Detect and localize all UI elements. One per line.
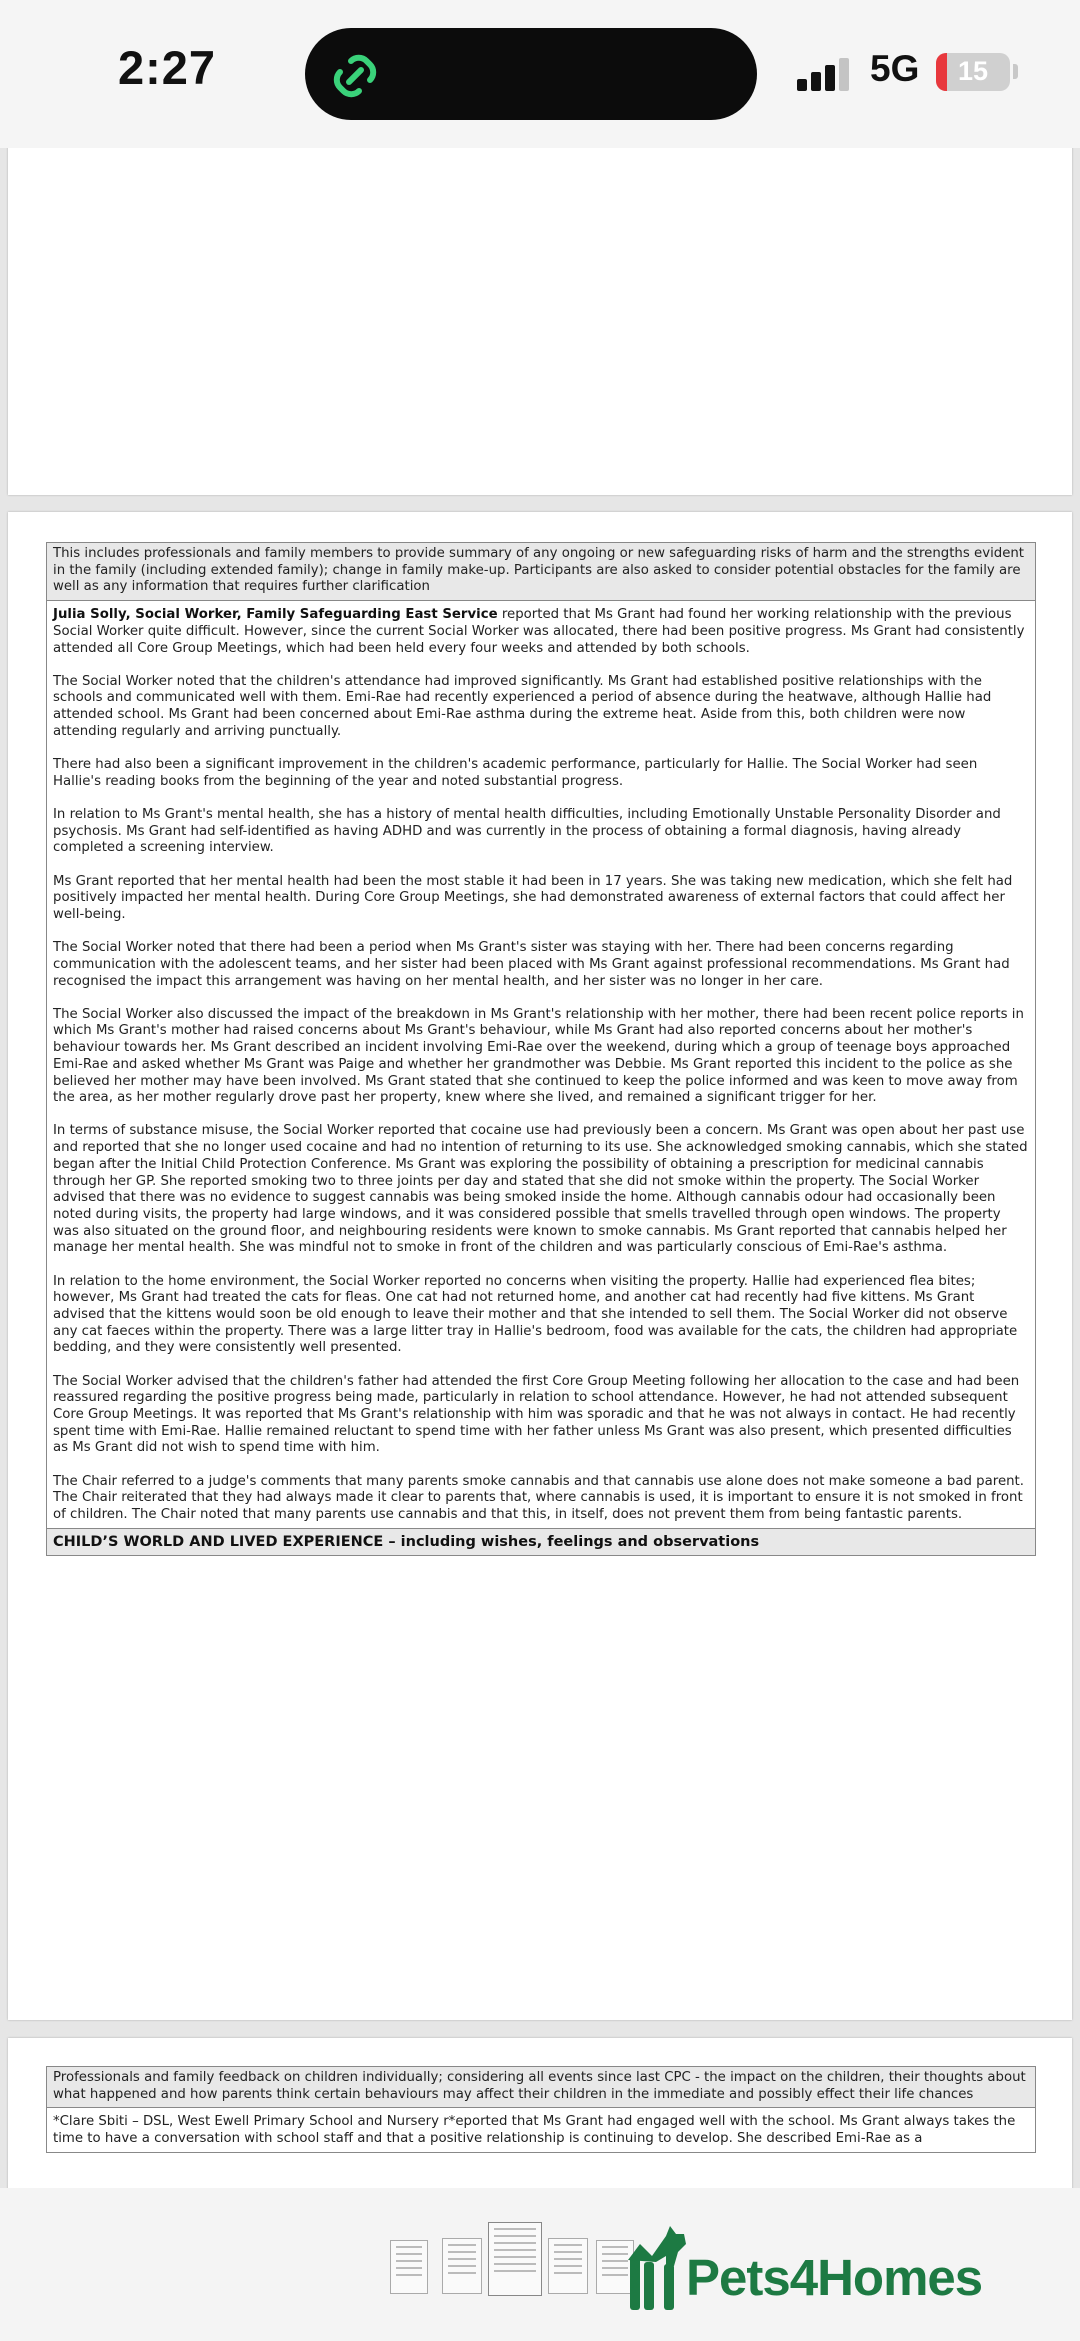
paragraph-text: The Social Worker advised that the children's father had attended the first Core Group Meeting following her allocation to the case and had been reassured regarding the positive progress being made, particularly in relation to school attendance. However, he had not attended subsequent Core Group Meetings. It was reported that Ms Grant's relationship with him was sporadic and that he was not always in contact. He had recently spent time with Emi-Rae. Hallie remained reluctant to spend time with her father unless Ms Grant was also present, which presented difficulties as Ms Grant did not wish to spend time with him. bbox=[53, 1373, 1020, 1456]
paragraph-text: There had also been a significant improvement in the children's academic performance, particularly for Hallie. The Social Worker had seen Hallie's reading books from the beginning of the year and noted substantial progress. bbox=[53, 757, 978, 789]
battery-icon bbox=[936, 53, 1010, 91]
speaker-name: Julia Solly, Social Worker, Family Safeguarding East Service bbox=[53, 607, 498, 623]
status-bar bbox=[0, 0, 1080, 148]
report-paragraph bbox=[53, 1474, 1029, 1524]
clock-time: 2:27 bbox=[118, 41, 217, 94]
paragraph-text: Ms Grant reported that her mental health had been the most stable it had been in 17 years. She was taking new medication, which she felt had positively impacted her mental health. During Core Group Meetings, she had demonstrated awareness of external factors that could affect her well-being. bbox=[53, 873, 1013, 922]
cellular-signal-icon bbox=[797, 57, 853, 91]
dynamic-island[interactable] bbox=[305, 28, 757, 120]
feedback-paragraph: *Clare Sbiti – DSL, West Ewell Primary School and Nursery r*eported that Ms Grant had engaged well with the school. Ms Grant always takes the time to have a conversation with school staff and that a positive relationship is continuing to develop. She described Emi-Rae as a bbox=[53, 2114, 1016, 2147]
report-paragraph bbox=[53, 1274, 1029, 1358]
paragraph-text: The Chair referred to a judge's comments that many parents smoke cannabis and that cannabis use alone does not make someone a bad parent. The Chair reiterated that they had always made it clear to parents that, where cannabis is used, it is important to ensure it is not smoked in front of children. The Chair noted that many parents use cannabis and that this, in itself, does not prevent them from being fantastic parents. bbox=[53, 1473, 1024, 1523]
report-paragraph bbox=[53, 607, 1029, 657]
report-paragraph bbox=[53, 757, 1029, 790]
report-paragraph bbox=[53, 674, 1029, 741]
report-paragraph bbox=[53, 1123, 1029, 1257]
feedback-section-box bbox=[46, 2066, 1036, 2153]
paragraph-text: In relation to the home environment, the Social Worker reported no concerns when visiting the property. Hallie had experienced flea bites; however, Ms Grant had treated the cats for fleas. One cat had not returned home, and another cat had recently had five kittens. Ms Grant advised that the kittens would soon be old enough to leave their mother and that she intended to sell them. The Social Worker did not observe any cat faeces within the property. There was a large litter tray in Hallie's bedroom, food was available for the cats, the children had appropriate bedding, and they were consistently well presented. bbox=[53, 1273, 1018, 1356]
report-paragraph bbox=[53, 874, 1029, 924]
signal-bar bbox=[825, 65, 835, 91]
signal-bar bbox=[811, 72, 821, 91]
document-page-blank bbox=[8, 148, 1072, 495]
paragraph-text: reported that Ms Grant had found her working relationship with the previous Social Worker quite difficult. However, since the current Social Worker was allocated, there had been positive progress. Ms Grant had consistently attended all Core Group Meetings, which had been held every four weeks and attended by both schools. bbox=[53, 607, 1025, 656]
paragraph-text: In relation to Ms Grant's mental health, she has a history of mental health difficulties, including Emotionally Unstable Personality Disorder and psychosis. Ms Grant had self-identified as having ADHD and was currently in the process of obtaining a formal diagnosis, having already completed a screening interview. bbox=[53, 806, 1001, 856]
battery-percent: 15 bbox=[957, 56, 989, 86]
paragraph-text: The Social Worker noted that there had been a period when Ms Grant's sister was staying with her. There had been concerns regarding communication with the adolescent teams, and her sister had been placed with Ms Grant against professional recommendations. Ms Grant had recognised the impact this arrangement was having on her mental health, and her sister was no longer in her care. bbox=[53, 940, 1010, 989]
document-page-report bbox=[8, 512, 1072, 2020]
battery-cap bbox=[1013, 64, 1018, 79]
paragraph-text: The Social Worker noted that the children's attendance had improved significantly. Ms Grant had established positive relationships with the schools and communicated well with them. Emi-Rae had recently experienced a period of absence during the heatwave, although Hallie had attended school. Ms Grant had been concerned about Emi-Rae asthma during the extreme heat. Aside from this, both children were now attending regularly and arriving punctually. bbox=[53, 673, 992, 739]
dog-cat-logo-icon bbox=[626, 2226, 690, 2312]
pets4homes-logo bbox=[626, 2226, 1006, 2316]
report-paragraph bbox=[53, 1007, 1029, 1107]
paragraph-text: In terms of substance misuse, the Social Worker reported that cocaine use had previously been a concern. Ms Grant was open about her past use and reported that she no longer used cocaine and had no intention of returning to its use. She acknowledged smoking cannabis, which she stated began after the Initial Child Protection Conference. Ms Grant was exploring the possibility of obtaining a prescription for medicinal cannabis through her GP. She reported smoking two to three joints per day and stated that she did not smoke within the property. The Social Worker advised that there was no evidence to suggest cannabis was being smoked inside the home. Although cannabis odour had occasionally been noted during visits, the property had large windows, and it was considered possible that smells travelled through open windows. The property was also situated on the ground floor, and neighbouring residents were known to smoke cannabis. Ms Grant reported that cannabis helped her manage her mental health. She was mindful not to smoke in front of the children and was particularly conscious of Emi-Rae's asthma. bbox=[53, 1123, 1028, 1256]
link-chain-icon bbox=[327, 48, 383, 104]
feedback-intro: Professionals and family feedback on children individually; considering all events since last CPC - the impact on the children, their thoughts about what happened and how parents think certain behaviours may affect their children in the immediate and possibly effect their life chances bbox=[47, 2067, 1035, 2108]
document-viewer[interactable] bbox=[0, 148, 1080, 2188]
paragraph-text: The Social Worker also discussed the impact of the breakdown in Ms Grant's relationship with her mother, there had been recent police reports in which Ms Grant's mother had raised concerns about Ms Grant's behaviour, while Ms Grant had also reported concerns about her mother's behaviour towards her. Ms Grant described an incident involving Emi-Rae over the weekend, during which a group of teenage boys approached Emi-Rae and asked whether Ms Grant was Paige and whether her grandmother was Debbie. Ms Grant reported this incident to the police as she believed her mother may have been involved. Ms Grant stated that she continued to keep the police informed and was keen to move away from the area, as her mother regularly drove past her property, knew where she lived, and remained a significant trigger for her. bbox=[53, 1006, 1024, 1106]
report-paragraph bbox=[53, 1374, 1029, 1458]
section-intro: This includes professionals and family members to provide summary of any ongoing or new safeguarding risks of harm and the strengths evident in the family (including extended family); change in family make-up. Participants are also asked to consider potential obstacles for the family are well as any information that requires further clarification bbox=[47, 543, 1035, 601]
thumbnail-page bbox=[390, 2240, 428, 2294]
thumbnail-page bbox=[442, 2238, 482, 2294]
report-paragraph bbox=[53, 807, 1029, 857]
signal-bar bbox=[839, 58, 849, 91]
section-body bbox=[47, 601, 1035, 1528]
section-heading-childs-world: CHILD’S WORLD AND LIVED EXPERIENCE – including wishes, feelings and observations bbox=[47, 1528, 1035, 1555]
thumbnail-page-current bbox=[488, 2222, 542, 2296]
document-page-feedback bbox=[8, 2038, 1072, 2188]
report-paragraph bbox=[53, 940, 1029, 990]
pets4homes-wordmark: Pets4Homes bbox=[686, 2249, 983, 2306]
network-type: 5G bbox=[870, 48, 920, 89]
signal-bar bbox=[797, 79, 807, 91]
feedback-body bbox=[47, 2108, 1035, 2151]
report-section-box bbox=[46, 542, 1036, 1556]
thumbnail-page bbox=[548, 2238, 588, 2294]
